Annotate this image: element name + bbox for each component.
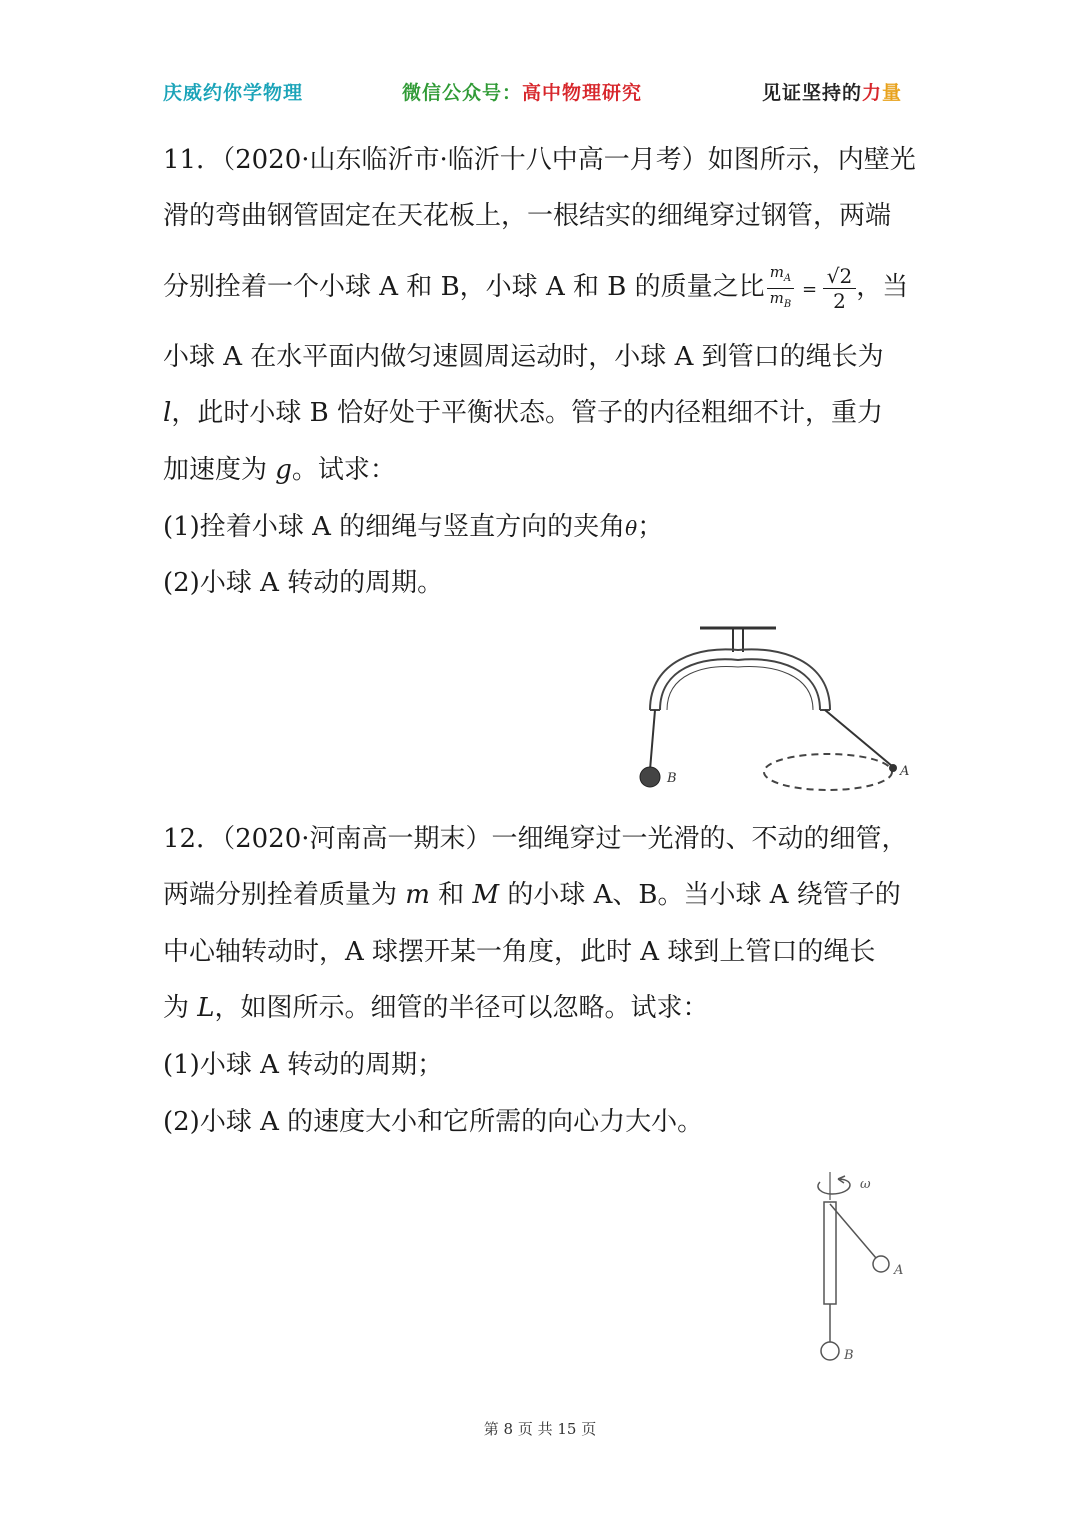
string-to-b — [650, 710, 655, 770]
q11-line3 — [163, 259, 908, 318]
q11-sub2: (2)小球 A 转动的周期。 — [163, 568, 444, 598]
ratio-num-sub: A — [783, 272, 792, 284]
ratio-den-sub: B — [783, 298, 792, 310]
q12-line3: 中心轴转动时，A 球摆开某一角度，此时 A 球到上管口的绳长 — [163, 937, 876, 967]
ratio-den-var: m — [769, 288, 784, 307]
q11-sub1-post: ； — [637, 512, 664, 542]
orbit-path — [764, 754, 892, 790]
header-brand: 庆威约你学物理 — [163, 82, 304, 104]
q11-line5 — [163, 385, 883, 442]
q11-line6-pre: 加速度为 — [163, 455, 276, 485]
equals-sign: = — [796, 279, 823, 300]
page-footer: 第 8 页 共 15 页 — [483, 1420, 597, 1438]
fig-label-a: A — [900, 764, 910, 779]
q12-line4-pre: 为 — [163, 993, 198, 1023]
q12-line2-mid: 和 — [429, 880, 473, 910]
mass-ratio-fraction — [767, 263, 795, 314]
q11-line4: 小球 A 在水平面内做匀速圆周运动时，小球 A 到管口的绳长为 — [163, 342, 884, 372]
q11-sub1-pre: (1)拴着小球 A 的细绳与竖直方向的夹角 — [163, 512, 626, 542]
sqrt-denominator: 2 — [833, 288, 846, 313]
q11-line3-pre: 分别拴着一个小球 A 和 B，小球 A 和 B 的质量之比 — [163, 272, 765, 302]
curved-tube — [650, 649, 830, 710]
q12-sub1: (1)小球 A 转动的周期； — [163, 1050, 444, 1080]
q11-line3-post: ，当 — [856, 272, 909, 302]
q11-line5-text: ，此时小球 B 恰好处于平衡状态。管子的内径粗细不计，重力 — [171, 398, 883, 428]
var-g: g — [275, 455, 292, 485]
string-to-a — [830, 1204, 876, 1258]
ball-a — [873, 1256, 889, 1272]
sqrt-radicand: 2 — [839, 263, 853, 288]
header-slogan — [762, 78, 902, 105]
ball-b — [640, 767, 660, 787]
header-slogan-hl1: 力 — [862, 82, 883, 104]
q12-line2-pre: 两端分别拴着质量为 — [163, 880, 406, 910]
q11-line6 — [163, 442, 396, 499]
var-l: l — [163, 398, 172, 428]
q12-line4-post: ，如图所示。细管的半径可以忽略。试求： — [214, 993, 709, 1023]
var-L: L — [197, 993, 215, 1023]
fig-label-a: A — [894, 1263, 904, 1278]
ratio-num-var: m — [769, 262, 784, 281]
header-slogan-hl2: 量 — [882, 82, 903, 104]
var-M: M — [472, 880, 500, 910]
q11-line1: 11．（2020·山东临沂市·临沂十八中高一月考）如图所示，内壁光 — [163, 145, 916, 175]
q11-sub1 — [163, 499, 663, 557]
q12-line2-post: 的小球 A、B。当小球 A 绕管子的 — [499, 880, 901, 910]
q11-line2: 滑的弯曲钢管固定在天花板上，一根结实的细绳穿过钢管，两端 — [163, 201, 892, 231]
q12-line4 — [163, 980, 709, 1037]
ball-b — [821, 1342, 839, 1360]
rotation-arrow — [818, 1179, 850, 1194]
q11-line6-post: 。试求： — [291, 455, 396, 485]
header-wechat — [402, 78, 642, 105]
sqrt-fraction — [823, 264, 856, 313]
q12-line1: 12．（2020·河南高一期末）一细绳穿过一光滑的、不动的细管， — [163, 824, 908, 854]
header-slogan-main: 见证坚持的 — [762, 82, 863, 104]
var-m: m — [405, 880, 430, 910]
header-wechat-label: 微信公众号： — [402, 82, 523, 104]
page-header — [0, 78, 1080, 108]
string-to-a — [825, 710, 892, 766]
sqrt-numerator: √2 — [823, 264, 856, 289]
ratio-numerator — [767, 263, 795, 289]
thin-tube — [824, 1202, 836, 1304]
ball-a — [889, 764, 897, 772]
ceiling-mount — [700, 628, 776, 652]
header-wechat-name: 高中物理研究 — [522, 82, 643, 104]
fig-label-omega: ω — [860, 1177, 871, 1192]
fig-label-b: B — [667, 771, 677, 786]
q12-line2 — [163, 867, 901, 924]
q11-figure — [630, 620, 920, 800]
q12-sub2: (2)小球 A 的速度大小和它所需的向心力大小。 — [163, 1107, 704, 1137]
fig-label-b: B — [844, 1348, 854, 1363]
ratio-denominator — [767, 289, 795, 314]
var-theta: θ — [625, 516, 638, 540]
q12-figure — [800, 1170, 920, 1370]
